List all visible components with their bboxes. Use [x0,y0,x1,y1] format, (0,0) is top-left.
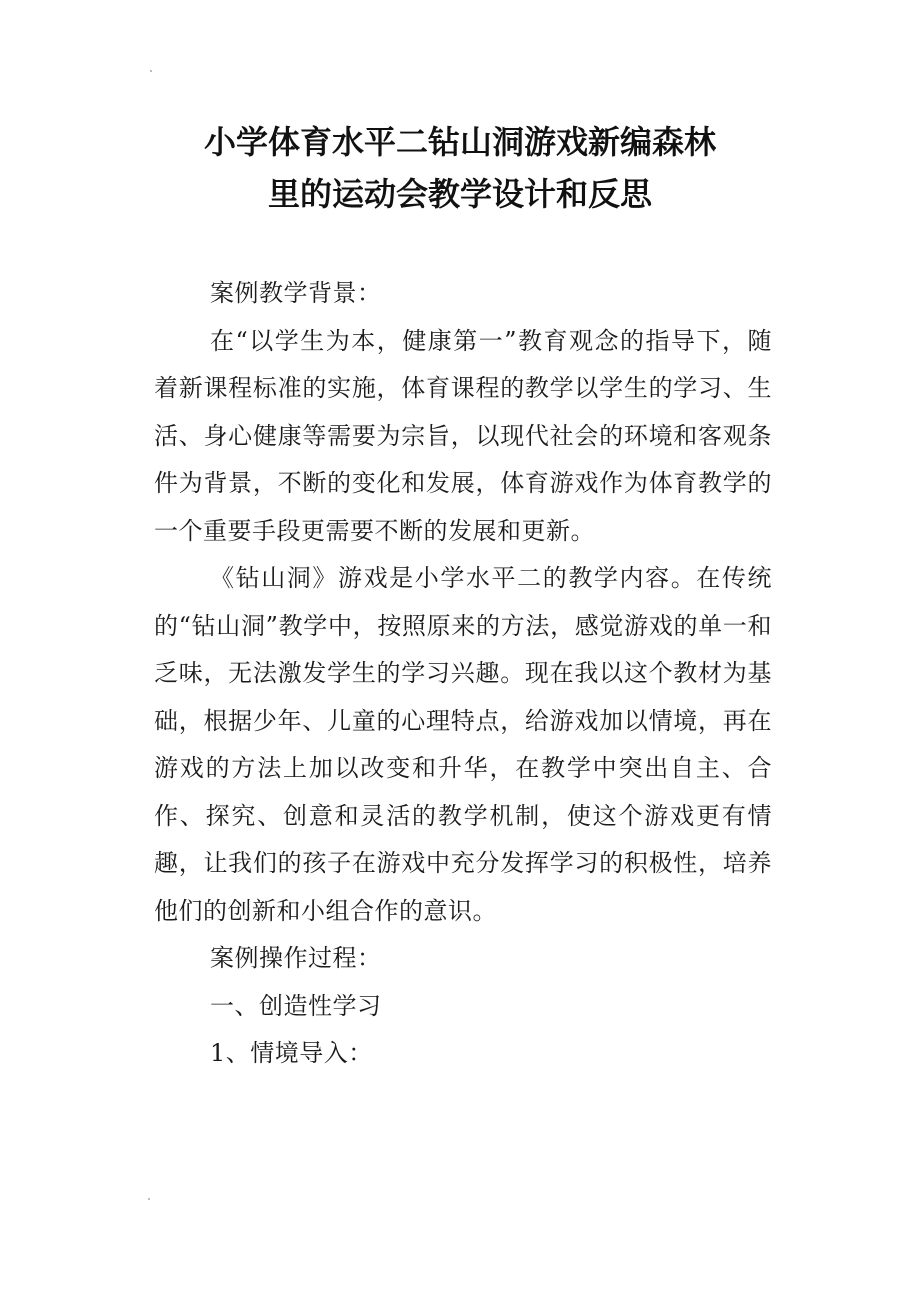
title-line-1: 小学体育水平二钻山洞游戏新编森林 [203,123,716,161]
title-line-2: 里的运动会教学设计和反思 [267,175,652,213]
paragraph-background-intro: 在“以学生为本，健康第一”教育观念的指导下，随着新课程标准的实施，体育课程的教学以学生的学习、生活、身心健康等需要为宗旨，以现代社会的环境和客观条件为背景，不断的变化和发展，体育游戏作为体育教学的一个重要手段更需要不断的发展和更新。 [154,326,772,545]
scan-speck [148,1198,150,1200]
section-heading-background: 案例教学背景： [210,279,382,307]
section-heading-process: 案例操作过程： [210,944,382,972]
scan-speck [150,70,152,72]
subheading-scenario-intro: 1、情境导入： [210,1039,373,1067]
document-title [100,116,820,220]
document-body [154,270,772,1078]
subheading-creative-learning: 一、创造性学习 [210,991,382,1020]
paragraph-game-description: 《钻山洞》游戏是小学水平二的教学内容。在传统的“钻山洞”教学中，按照原来的方法，感觉游戏的单一和乏味，无法激发学生的学习兴趣。现在我以这个教材为基础，根据少年、儿童的心理特点，给游戏加以情境，再在游戏的方法上加以改变和升华，在教学中突出自主、合作、探究、创意和灵活的教学机制，使这个游戏更有情趣，让我们的孩子在游戏中充分发挥学习的积极性，培养他们的创新和小组合作的意识。 [154,564,772,925]
